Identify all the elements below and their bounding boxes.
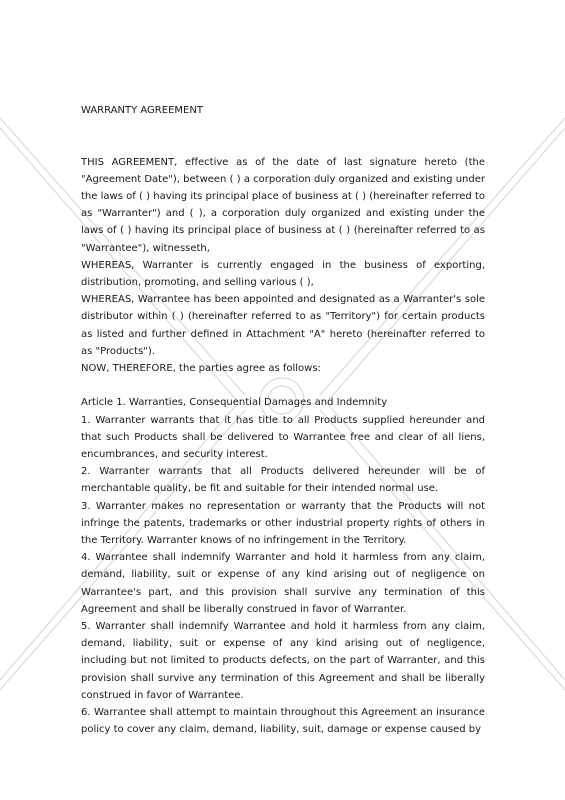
clause-3: 3. Warranter makes no representation or warranty that the Products will not infringe the patents, trademarks or other industrial property rights of others in the Territory. Warranter knows of no infringement in the Territory.: [81, 500, 485, 547]
clause-1: 1. Warranter warrants that it has title to all Products supplied hereunder and that such Products shall be delivered to Warrantee free and clear of all liens, encumbrances, and security interest.: [81, 414, 485, 461]
document-title: WARRANTY AGREEMENT: [81, 105, 203, 116]
clause-2: 2. Warranter warrants that all Products delivered hereunder will be of merchantable quality, be fit and suitable for their intended normal use.: [81, 466, 485, 495]
now-therefore-paragraph: NOW, THEREFORE, the parties agree as follows:: [81, 363, 321, 375]
whereas-paragraph-1: WHEREAS, Warranter is currently engaged in the business of exporting, distribution, promoting, and selling various ( ),: [81, 259, 485, 288]
spacer: [81, 136, 485, 153]
clause-4: 4. Warrantee shall indemnify Warranter and hold it harmless from any claim, demand, liability, suit or expense of any kind arising out of negligence on Warrantee's part, and this provision shall survive any termination of this Agreement and shall be liberally construed in favor of Warranter.: [81, 552, 485, 615]
clause-6: 6. Warrantee shall attempt to maintain throughout this Agreement an insurance policy to cover any claim, demand, liability, suit, damage or expense caused by: [81, 707, 485, 736]
intro-paragraph: THIS AGREEMENT, effective as of the date of last signature hereto (the "Agreement Date"), between ( ) a corporation duly organized and existing under the laws of ( ) having its principal place of business at ( ) (hereinafter referred to as "Warranter") and ( ), a corporation duly organized and existing under the laws of ( ) having its principal place of business at ( ) (hereinafter referred to as "Warrantee"), witnesseth,: [81, 156, 485, 254]
spacer: [81, 377, 485, 394]
document-body: [81, 102, 485, 738]
article-heading: Article 1. Warranties, Consequential Damages and Indemnity: [81, 397, 388, 409]
whereas-paragraph-2: WHEREAS, Warrantee has been appointed and designated as a Warranter's sole distributor within ( ) (hereinafter referred to as "Territory") for certain products as listed and further defined in Attachment "A" hereto (hereinafter referred to as "Products").: [81, 294, 485, 357]
clause-5: 5. Warranter shall indemnify Warrantee and hold it harmless from any claim, demand, liability, suit or expense of any kind arising out of negligence, including but not limited to products defects, on the part of Warranter, and this provision shall survive any termination of this Agreement and shall be liberally construed in favor of Warrantee.: [81, 621, 485, 701]
